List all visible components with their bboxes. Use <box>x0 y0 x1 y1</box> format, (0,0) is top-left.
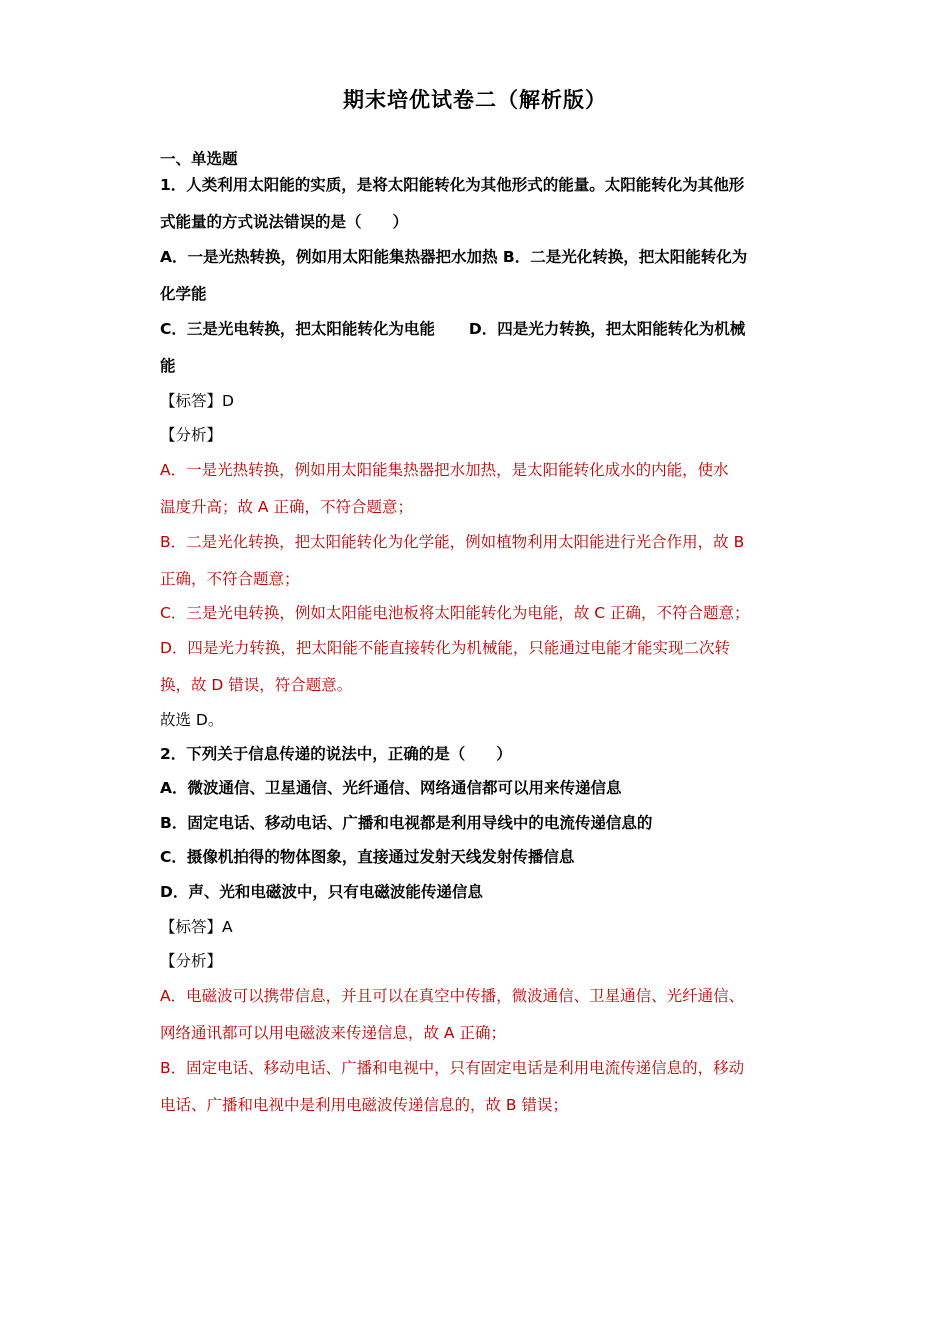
q1-analysis-line: A．一是光热转换，例如用太阳能集热器把水加热，是太阳能转化成水的内能，使水 <box>160 461 729 479</box>
q2-option-c: C．摄像机拍得的物体图象，直接通过发射天线发射传播信息 <box>160 848 575 866</box>
q1-option-d: D．四是光力转换，把太阳能转化为机械 <box>468 320 746 338</box>
q1-stem-line2: 式能量的方式说法错误的是（ ） <box>160 213 409 231</box>
q1-analysis-line: C．三是光电转换，例如太阳能电池板将太阳能转化为电能，故 C 正确，不符合题意； <box>160 604 750 622</box>
q2-analysis-line: 电话、广播和电视中是利用电磁波传递信息的，故 B 错误； <box>160 1096 568 1114</box>
q1-stem-line1: 1．人类利用太阳能的实质，是将太阳能转化为其他形式的能量。太阳能转化为其他形 <box>160 176 745 194</box>
q2-analysis-line: B．固定电话、移动电话、广播和电视中，只有固定电话是利用电流传递信息的，移动 <box>160 1059 745 1077</box>
q2-analysis-label: 【分析】 <box>160 952 223 970</box>
q1-options-line4: 能 <box>160 357 176 375</box>
q2-option-a: A．微波通信、卫星通信、光纤通信、网络通信都可以用来传递信息 <box>160 779 622 797</box>
section-heading: 一、单选题 <box>160 150 238 168</box>
q1-options-line3 <box>160 318 800 340</box>
q1-analysis-line: B．二是光化转换，把太阳能转化为化学能，例如植物利用太阳能进行光合作用，故 B <box>160 533 745 551</box>
q1-option-c: C．三是光电转换，把太阳能转化为电能 <box>160 320 435 338</box>
q1-analysis-label: 【分析】 <box>160 426 223 444</box>
q1-analysis-line: 正确，不符合题意； <box>160 570 300 588</box>
q1-analysis-line: 换，故 D 错误，符合题意。 <box>160 676 353 694</box>
q1-answer: 【标答】D <box>160 392 234 410</box>
q1-options-line1: A．一是光热转换，例如用太阳能集热器把水加热 B．二是光化转换，把太阳能转化为 <box>160 248 748 266</box>
q1-options-line2: 化学能 <box>160 285 207 303</box>
q1-conclusion: 故选 D。 <box>160 711 224 729</box>
q1-analysis-line: D．四是光力转换，把太阳能不能直接转化为机械能，只能通过电能才能实现二次转 <box>160 639 730 657</box>
q2-analysis-line: A．电磁波可以携带信息，并且可以在真空中传播，微波通信、卫星通信、光纤通信、 <box>160 987 745 1005</box>
page-title: 期末培优试卷二（解析版） <box>343 88 607 112</box>
q2-option-d: D．声、光和电磁波中，只有电磁波能传递信息 <box>160 883 483 901</box>
q1-analysis-line: 温度升高；故 A 正确，不符合题意； <box>160 498 413 516</box>
q2-stem: 2．下列关于信息传递的说法中，正确的是（ ） <box>160 745 512 763</box>
q2-answer: 【标答】A <box>160 918 233 936</box>
q2-analysis-line: 网络通讯都可以用电磁波来传递信息，故 A 正确； <box>160 1024 506 1042</box>
q2-option-b: B．固定电话、移动电话、广播和电视都是利用导线中的电流传递信息的 <box>160 814 653 832</box>
